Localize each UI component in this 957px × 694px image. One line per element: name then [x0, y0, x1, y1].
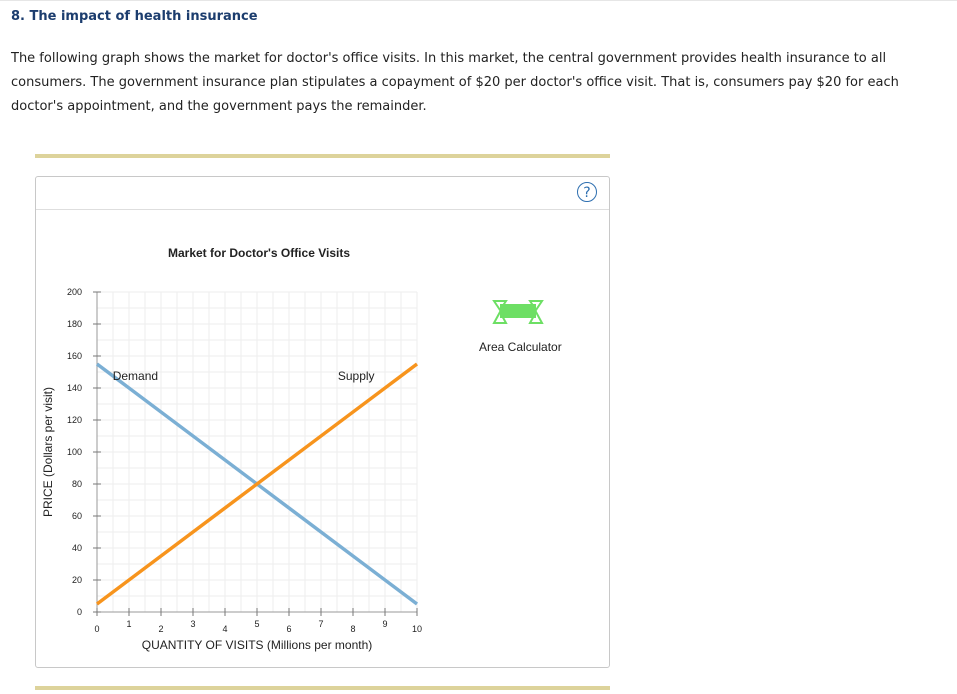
y-tick-label: 20	[71, 575, 82, 585]
x-tick-label: 8	[350, 624, 356, 634]
question-heading: 8. The impact of health insurance	[11, 9, 258, 24]
area-calculator-icon[interactable]	[494, 301, 542, 323]
x-tick-label: 2	[158, 624, 164, 634]
y-tick-label: 60	[71, 511, 82, 521]
y-axis-label: PRICE (Dollars per visit)	[41, 386, 55, 518]
y-tick-label: 120	[66, 415, 82, 425]
graph-panel	[35, 176, 610, 668]
x-tick-label: 4	[222, 624, 228, 634]
help-icon[interactable]: ?	[577, 182, 597, 202]
x-axis-label: QUANTITY OF VISITS (Millions per month)	[141, 638, 373, 652]
y-tick-label: 180	[66, 319, 82, 329]
x-tick-label: 5	[254, 619, 260, 629]
chart-svg	[36, 177, 609, 667]
supply-label: Supply	[337, 369, 375, 383]
y-tick-label: 80	[71, 479, 82, 489]
chart-title: Market for Doctor's Office Visits	[167, 246, 351, 260]
y-tick-label: 100	[66, 447, 82, 457]
demand-label: Demand	[112, 369, 159, 383]
x-tick-label: 7	[318, 619, 324, 629]
y-tick-label: 160	[66, 351, 82, 361]
y-tick-label: 200	[66, 287, 82, 297]
x-tick-label: 1	[126, 619, 132, 629]
x-tick-label: 9	[382, 619, 388, 629]
x-tick-label: 10	[411, 624, 423, 634]
x-tick-label: 0	[94, 624, 100, 634]
y-tick-label: 40	[71, 543, 82, 553]
y-tick-label: 0	[76, 607, 82, 617]
area-calculator-label: Area Calculator	[479, 340, 562, 354]
top-divider	[0, 0, 957, 1]
question-text: The following graph shows the market for doctor's office visits. In this market, the central government provides health insurance to all consumers. The government insurance plan stipulates a copayment of $20 per doctor's office visit. That is, consumers pay $20 for each doctor's appointment, and the government pays the remainder.	[11, 51, 899, 114]
x-tick-label: 3	[190, 619, 196, 629]
x-tick-label: 6	[286, 624, 292, 634]
top-rule	[35, 154, 610, 158]
bottom-rule	[35, 686, 610, 690]
y-tick-label: 140	[66, 383, 82, 393]
